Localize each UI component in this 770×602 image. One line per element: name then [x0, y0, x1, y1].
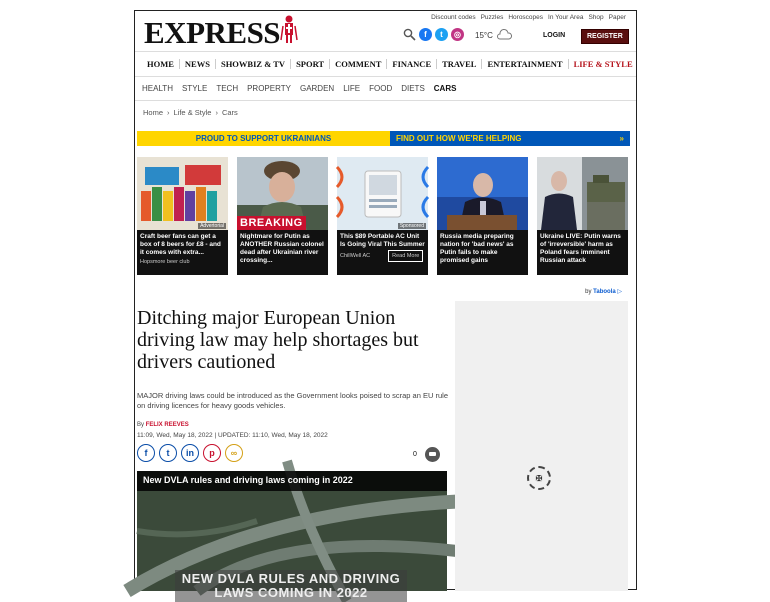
express-logo[interactable]: EXPRESS	[144, 15, 281, 50]
banner-proud-text: PROUD TO SUPPORT UKRAINIANS	[137, 131, 390, 146]
nav-home[interactable]: HOME	[142, 59, 180, 69]
subnav-life[interactable]: LIFE	[343, 84, 361, 93]
register-button[interactable]: REGISTER	[581, 29, 629, 44]
story-image-putin-tv	[437, 157, 528, 230]
story-caption	[437, 230, 528, 275]
subnav-diets[interactable]: DIETS	[401, 84, 425, 93]
link-shop[interactable]: Shop	[588, 14, 604, 21]
ukraine-support-banner[interactable]	[137, 131, 630, 146]
browser-page	[134, 10, 637, 600]
chevron-right-icon: ›	[167, 108, 170, 117]
article-standfirst: MAJOR driving laws could be introduced as the Government looks poised to scrap an EU rule on driving licences for heavy goods vehicles.	[137, 391, 448, 410]
subnav-food[interactable]: FOOD	[369, 84, 393, 93]
nav-news[interactable]: NEWS	[180, 59, 216, 69]
advertorial-tag: Advertorial	[200, 223, 224, 229]
subnav-cars[interactable]: CARS	[433, 84, 457, 93]
crusader-crest-icon	[280, 14, 298, 44]
subnav-garden[interactable]: GARDEN	[299, 84, 335, 93]
breadcrumb	[143, 108, 238, 117]
advert-slot	[455, 301, 628, 591]
story-image-beer	[137, 157, 228, 230]
story-title[interactable]: Craft beer fans can get a box of 8 beers for £8 - and it comes with extra...	[140, 233, 221, 256]
share-facebook-icon[interactable]: f	[137, 444, 155, 462]
comment-count: 0	[413, 451, 417, 458]
nav-sport[interactable]: SPORT	[291, 59, 330, 69]
link-horoscopes[interactable]: Horoscopes	[508, 14, 544, 21]
share-twitter-icon[interactable]: t	[159, 444, 177, 462]
subnav-property[interactable]: PROPERTY	[247, 84, 291, 93]
double-chevron-icon: »	[619, 134, 624, 143]
header-icons	[403, 28, 464, 41]
sub-navigation	[135, 77, 636, 101]
story-source	[340, 250, 425, 262]
share-pinterest-icon[interactable]: p	[203, 444, 221, 462]
read-more-button[interactable]: Read More	[388, 250, 423, 262]
share-buttons	[137, 444, 243, 462]
link-puzzles[interactable]: Puzzles	[480, 14, 504, 21]
weather-widget[interactable]	[475, 30, 512, 40]
loading-spinner-icon: ✠	[527, 466, 551, 490]
taboola-icon: ▷	[617, 289, 622, 295]
byline-prefix: By	[137, 422, 145, 428]
share-linkedin-icon[interactable]: in	[181, 444, 199, 462]
subnav-health[interactable]: HEALTH	[142, 84, 173, 93]
breadcrumb-life-style[interactable]: Life & Style	[173, 108, 212, 117]
taboola-brand: Taboola	[593, 289, 616, 295]
copy-link-icon[interactable]: ∞	[225, 444, 243, 462]
search-icon[interactable]	[403, 28, 416, 41]
instagram-icon[interactable]: ◎	[451, 28, 464, 41]
story-title[interactable]: Ukraine LIVE: Putin warns of 'irreversible' harm as Poland fears imminent Russian attack	[540, 233, 621, 264]
author-link[interactable]: FELIX REEVES	[145, 422, 189, 428]
main-navigation	[135, 51, 636, 77]
nav-life-style[interactable]: LIFE & STYLE	[573, 59, 633, 69]
video-player[interactable]	[137, 471, 447, 600]
story-card[interactable]	[237, 157, 328, 275]
story-image-ukraine-live	[537, 157, 628, 230]
story-caption	[337, 230, 428, 275]
twitter-icon[interactable]: t	[435, 28, 448, 41]
story-source: Hopsmore beer club	[140, 259, 190, 265]
article-byline	[137, 422, 189, 428]
story-card[interactable]	[437, 157, 528, 275]
nav-finance[interactable]: FINANCE	[387, 59, 437, 69]
story-card[interactable]	[537, 157, 628, 275]
comments-link[interactable]	[413, 447, 440, 462]
banner-find-out-text: FIND OUT HOW WE'RE HELPING	[396, 134, 522, 143]
sponsored-tag: Sponsored	[399, 223, 424, 229]
story-image-colonel	[237, 157, 328, 230]
chevron-right-icon: ›	[215, 108, 218, 117]
story-title[interactable]: Nightmare for Putin as ANOTHER Russian colonel dead after Ukrainian river crossing...	[240, 233, 324, 264]
breadcrumb-home[interactable]: Home	[143, 108, 164, 117]
story-caption	[237, 230, 328, 275]
top-utility-links	[431, 14, 626, 21]
story-title[interactable]: Russia media preparing nation for 'bad news' as Putin fails to make promised gains	[440, 233, 514, 264]
subnav-style[interactable]: STYLE	[181, 84, 208, 93]
comment-bubble-icon	[425, 447, 440, 462]
story-image-ac-unit	[337, 157, 428, 230]
story-caption	[537, 230, 628, 275]
link-paper[interactable]: Paper	[608, 14, 626, 21]
breadcrumb-cars[interactable]: Cars	[221, 108, 238, 117]
temperature: 15°C	[475, 30, 493, 40]
story-card[interactable]	[337, 157, 428, 275]
video-title: New DVLA rules and driving laws coming in 2022	[137, 471, 447, 491]
link-in-your-area[interactable]: In Your Area	[548, 14, 584, 21]
story-card[interactable]	[137, 157, 228, 275]
link-discount-codes[interactable]: Discount codes	[431, 14, 476, 21]
story-carousel	[137, 157, 628, 275]
cloud-icon	[496, 30, 512, 40]
source-name: ChillWell AC	[340, 253, 371, 259]
taboola-attribution[interactable]	[585, 288, 622, 295]
subnav-tech[interactable]: TECH	[216, 84, 239, 93]
nav-entertainment[interactable]: ENTERTAINMENT	[482, 59, 568, 69]
article-headline: Ditching major European Union driving law may help shortages but drivers cautioned	[137, 307, 419, 373]
video-overlay-text: NEW DVLA RULES AND DRIVING LAWS COMING IN 2022	[175, 570, 407, 602]
login-button[interactable]: LOGIN	[543, 32, 566, 39]
nav-showbiz[interactable]: SHOWBIZ & TV	[216, 59, 291, 69]
nav-travel[interactable]: TRAVEL	[437, 59, 482, 69]
taboola-prefix: by	[585, 289, 592, 295]
banner-find-out[interactable]	[390, 131, 630, 146]
article-dateline: 11:09, Wed, May 18, 2022 | UPDATED: 11:10, Wed, May 18, 2022	[137, 432, 328, 439]
story-caption	[137, 230, 228, 275]
facebook-icon[interactable]: f	[419, 28, 432, 41]
story-title[interactable]: This $89 Portable AC Unit Is Going Viral This Summer	[340, 233, 425, 248]
breaking-badge: BREAKING	[237, 216, 306, 230]
nav-comment[interactable]: COMMENT	[330, 59, 387, 69]
